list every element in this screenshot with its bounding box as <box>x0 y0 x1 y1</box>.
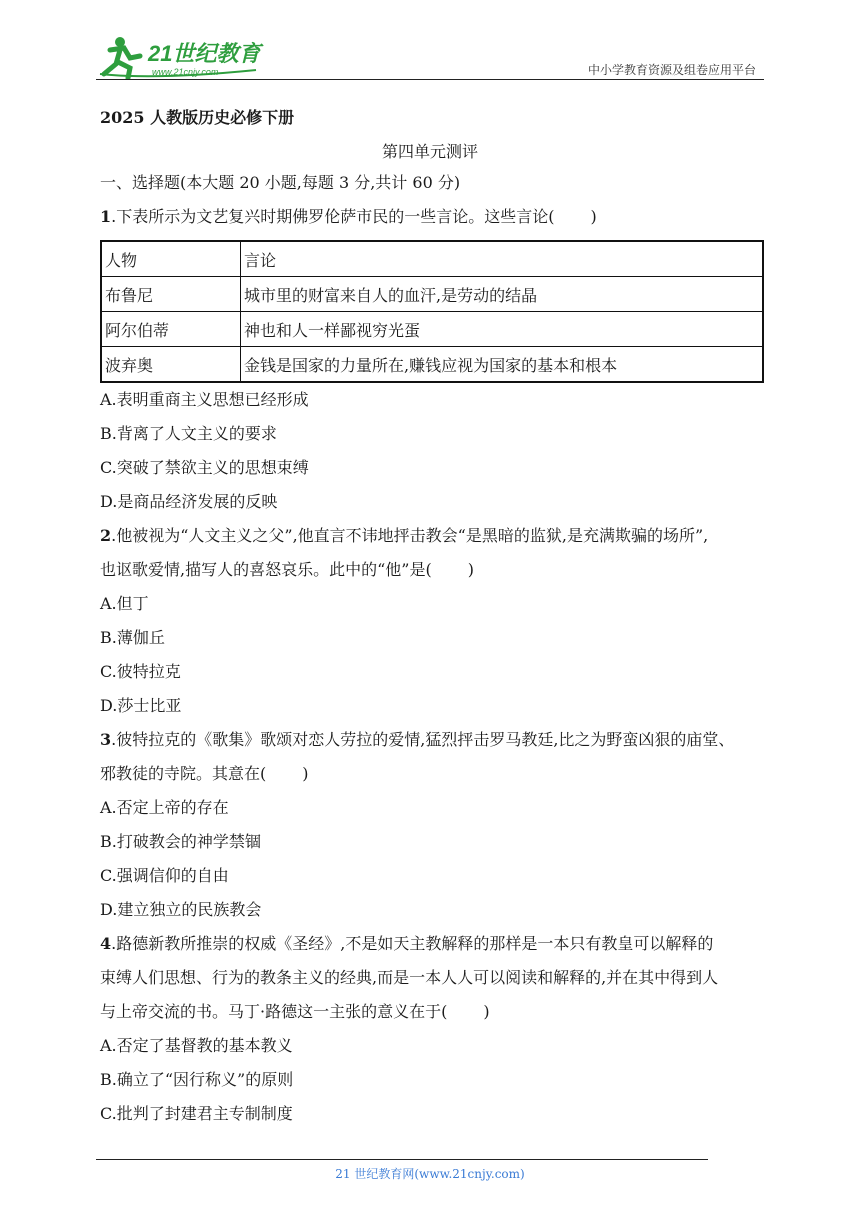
table-row <box>101 312 763 347</box>
table-row <box>101 347 763 383</box>
option-b: B.确立了“因行称义”的原则 <box>100 1070 294 1089</box>
section-title: 一、选择题(本大题 20 小题,每题 3 分,共计 60 分) <box>100 173 461 192</box>
option-d: D.建立独立的民族教会 <box>100 900 262 919</box>
table-row <box>101 277 763 312</box>
option-c: C.批判了封建君主专制制度 <box>100 1104 293 1123</box>
question-number: 4 <box>100 934 112 953</box>
platform-name: 中小学教育资源及组卷应用平台 <box>587 63 756 77</box>
option-c: C.彼特拉克 <box>100 662 181 681</box>
logo-text: 21世纪教育 <box>148 41 261 66</box>
footer-divider <box>96 1159 708 1160</box>
option-a: A.但丁 <box>100 594 149 613</box>
table-cell: 阿尔伯蒂 <box>101 312 241 347</box>
book-title: 2025 人教版历史必修下册 <box>100 108 295 127</box>
table-cell: 布鲁尼 <box>101 277 241 312</box>
option-c: C.强调信仰的自由 <box>100 866 229 885</box>
question-number: 2 <box>100 526 112 545</box>
table-header-cell: 人物 <box>101 241 241 277</box>
question-4-stem-cont: 束缚人们思想、行为的教条主义的经典,而是一本人人可以阅读和解释的,并在其中得到人 <box>100 968 719 987</box>
option-c: C.突破了禁欲主义的思想束缚 <box>100 458 309 477</box>
site-logo <box>96 34 266 80</box>
table-cell: 神也和人一样鄙视穷光蛋 <box>241 312 764 347</box>
question-4-stem: 4.路德新教所推崇的权威《圣经》,不是如天主教解释的那样是一本只有教皇可以解释的 <box>100 934 714 953</box>
header-divider <box>96 79 764 80</box>
question-3-stem: 3.彼特拉克的《歌集》歌颂对恋人劳拉的爱情,猛烈抨击罗马教廷,比之为野蛮凶狠的庙堂、 <box>100 730 735 749</box>
footer-link[interactable]: 21 世纪教育网(www.21cnjy.com) <box>335 1167 525 1181</box>
table-cell: 城市里的财富来自人的血汗,是劳动的结晶 <box>241 277 764 312</box>
option-d: D.莎士比亚 <box>100 696 182 715</box>
question-4-stem-cont: 与上帝交流的书。马丁·路德这一主张的意义在于( ) <box>100 1002 490 1021</box>
option-b: B.打破教会的神学禁锢 <box>100 832 261 851</box>
option-d: D.是商品经济发展的反映 <box>100 492 278 511</box>
option-a: A.表明重商主义思想已经形成 <box>100 390 309 409</box>
question-number: 1 <box>100 207 112 226</box>
question-1-stem: 1.下表所示为文艺复兴时期佛罗伦萨市民的一些言论。这些言论( ) <box>100 207 597 226</box>
table-header-cell: 言论 <box>241 241 764 277</box>
question-content <box>100 172 764 1137</box>
option-a: A.否定了基督教的基本教义 <box>100 1036 293 1055</box>
table-header-row <box>101 241 763 277</box>
question-3-stem-cont: 邪教徒的寺院。其意在( ) <box>100 764 309 783</box>
question-1-table <box>100 240 764 383</box>
question-2-stem-cont: 也讴歌爱情,描写人的喜怒哀乐。此中的“他”是( ) <box>100 560 474 579</box>
table-cell: 波弃奥 <box>101 347 241 383</box>
question-2-stem: 2.他被视为“人文主义之父”,他直言不讳地抨击教会“是黑暗的监狱,是充满欺骗的场所”, <box>100 526 709 545</box>
unit-title: 第四单元测评 <box>381 142 478 161</box>
option-b: B.背离了人文主义的要求 <box>100 424 277 443</box>
option-b: B.薄伽丘 <box>100 628 165 647</box>
option-a: A.否定上帝的存在 <box>100 798 229 817</box>
table-cell: 金钱是国家的力量所在,赚钱应视为国家的基本和根本 <box>241 347 764 383</box>
question-number: 3 <box>100 730 112 749</box>
logo-url: www.21cnjy.com <box>152 67 219 77</box>
